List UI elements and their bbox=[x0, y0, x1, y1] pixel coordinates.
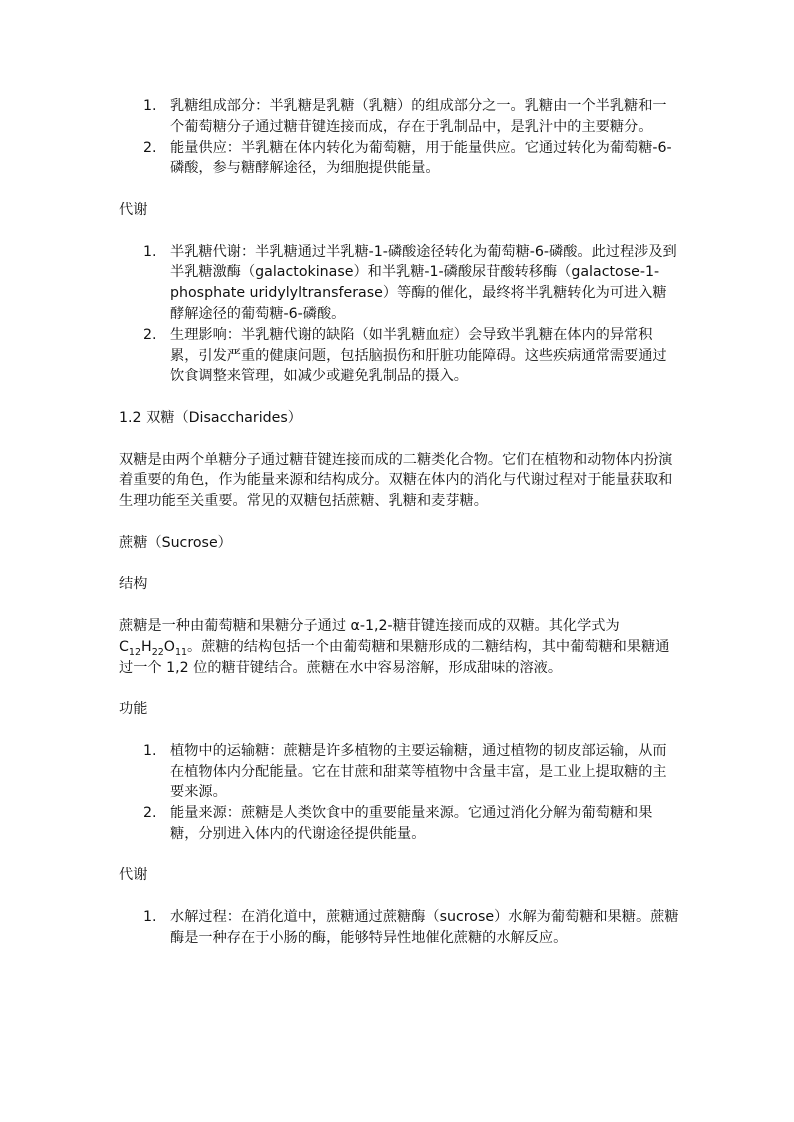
list-item bbox=[119, 803, 679, 845]
list-text: 生理影响：半乳糖代谢的缺陷（如半乳糖血症）会导致半乳糖在体内的异常积累，引发严重的健康问题，包括脑损伤和肝脏功能障碍。这些疾病通常需要通过饮食调整来管理，如减少或避免乳制品的摄入。 bbox=[170, 326, 667, 385]
galactose-metabolism-list bbox=[119, 242, 679, 388]
paragraph-structure bbox=[119, 616, 679, 678]
list-text: 植物中的运输糖：蔗糖是许多植物的主要运输糖，通过植物的韧皮部运输，从而在植物体内分配能量。它在甘蔗和甜菜等植物中含量丰富，是工业上提取糖的主要来源。 bbox=[170, 742, 667, 801]
list-number: 2. bbox=[143, 326, 157, 343]
structure-text-before: 蔗糖是一种由葡萄糖和果糖分子通过 α-1,2-糖苷键连接而成的双糖。其化学式为 bbox=[119, 617, 620, 634]
galactose-function-list bbox=[119, 96, 679, 179]
chemical-formula: $C_{12}H_{22}O_{11}$ bbox=[119, 638, 188, 658]
sucrose-metabolism-list bbox=[119, 907, 679, 949]
list-number: 2. bbox=[143, 139, 157, 156]
list-item bbox=[119, 907, 679, 949]
section-heading-disaccharides: 1.2 双糖（Disaccharides） bbox=[119, 409, 302, 426]
list-item bbox=[119, 325, 679, 387]
document-body bbox=[119, 96, 679, 949]
sucrose-function-list bbox=[119, 741, 679, 845]
structure-text-after: 。蔗糖的结构包括一个由葡萄糖和果糖形成的二糖结构，其中葡萄糖和果糖通过一个 1,2 位的糖苷键结合。蔗糖在水中容易溶解，形成甜味的溶液。 bbox=[119, 638, 670, 676]
list-item bbox=[119, 741, 679, 803]
list-text: 乳糖组成部分：半乳糖是乳糖（乳糖）的组成部分之一。乳糖由一个半乳糖和一个葡萄糖分子通过糖苷键连接而成，存在于乳制品中，是乳汁中的主要糖分。 bbox=[170, 98, 667, 135]
subheading-function: 功能 bbox=[119, 701, 148, 718]
list-number: 1. bbox=[143, 98, 157, 114]
list-text: 半乳糖代谢：半乳糖通过半乳糖-1-磷酸途径转化为葡萄糖-6-磷酸。此过程涉及到半乳糖激酶（galactokinase）和半乳糖-1-磷酸尿苷酸转移酶（galactose-1-phosphate uridylyltransferase）等酶的催化，最终将半乳糖转化为可进入糖酵解途径的葡萄糖-6-磷酸。 bbox=[170, 243, 677, 322]
section-heading-metabolism: 代谢 bbox=[119, 201, 148, 218]
subheading-metabolism: 代谢 bbox=[119, 867, 148, 884]
section-heading-sucrose: 蔗糖（Sucrose） bbox=[119, 534, 232, 551]
list-item bbox=[119, 242, 679, 325]
list-number: 1. bbox=[143, 909, 157, 926]
list-number: 1. bbox=[143, 742, 157, 759]
list-number: 2. bbox=[143, 805, 157, 822]
list-text: 能量供应：半乳糖在体内转化为葡萄糖，用于能量供应。它通过转化为葡萄糖-6-磷酸，参与糖酵解途径，为细胞提供能量。 bbox=[170, 139, 672, 177]
list-number: 1. bbox=[143, 243, 157, 260]
list-text: 能量来源：蔗糖是人类饮食中的重要能量来源。它通过消化分解为葡萄糖和果糖，分别进入体内的代谢途径提供能量。 bbox=[170, 805, 653, 842]
list-text: 水解过程：在消化道中，蔗糖通过蔗糖酶（sucrose）水解为葡萄糖和果糖。蔗糖酶是一种存在于小肠的酶，能够特异性地催化蔗糖的水解反应。 bbox=[170, 909, 679, 946]
paragraph-disaccharides: 双糖是由两个单糖分子通过糖苷键连接而成的二糖类化合物。它们在植物和动物体内扮演着重要的角色，作为能量来源和结构成分。双糖在体内的消化与代谢过程对于能量获取和生理功能至关重要。常见的双糖包括蔗糖、乳糖和麦芽糖。 bbox=[119, 451, 673, 510]
list-item bbox=[119, 138, 679, 180]
subheading-structure: 结构 bbox=[119, 576, 148, 593]
list-item bbox=[119, 96, 679, 138]
